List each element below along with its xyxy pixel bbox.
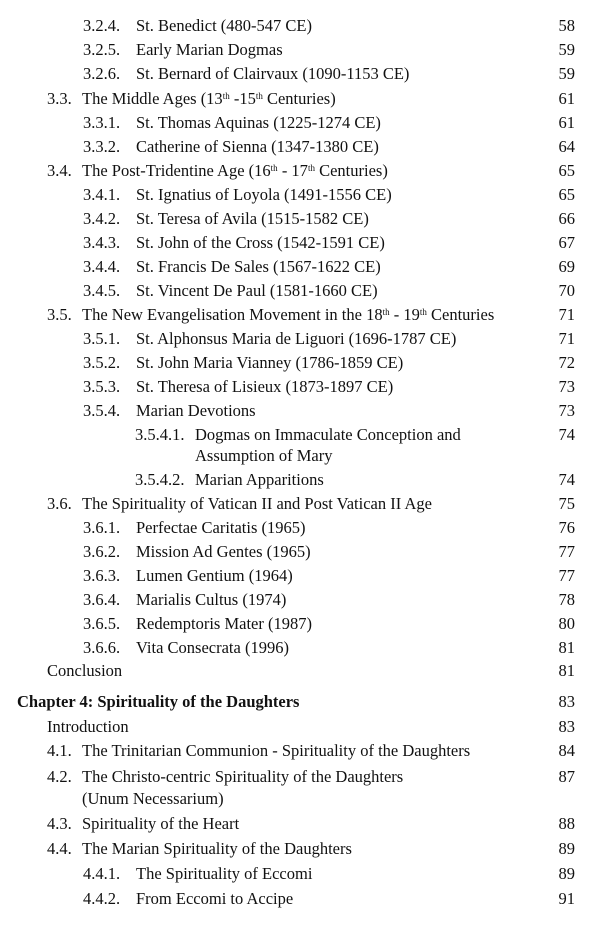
- entry-number: 3.4.3.: [83, 233, 121, 252]
- entry-page: 72: [558, 353, 575, 372]
- entry-title: The New Evangelisation Movement in the 18th - 19th Centuries: [82, 305, 495, 324]
- entry-page: 75: [558, 494, 575, 513]
- entry-number: 3.2.4.: [83, 16, 121, 35]
- entry-page: 83: [558, 717, 575, 736]
- entry-number: 4.4.1.: [83, 864, 121, 883]
- entry-number: 3.5.3.: [83, 377, 121, 396]
- entry-page: 74: [558, 425, 575, 444]
- entry-number: 3.6.1.: [83, 518, 121, 537]
- entry-page: 71: [558, 329, 575, 348]
- entry-title: Spirituality of the Heart: [82, 814, 240, 833]
- entry-title: St. John of the Cross (1542-1591 CE): [136, 233, 385, 252]
- entry-number: 3.2.5.: [83, 40, 121, 59]
- entry-title: Marialis Cultus (1974): [136, 590, 287, 609]
- entry-title: St. Alphonsus Maria de Liguori (1696-1787 CE): [136, 329, 457, 348]
- toc-entry: [135, 425, 575, 469]
- entry-page: 91: [558, 889, 575, 908]
- entry-title-continued: Assumption of Mary: [195, 446, 333, 465]
- entry-title: The Middle Ages (13th -15th Centuries): [82, 89, 336, 108]
- entry-number: 3.6.6.: [83, 638, 121, 657]
- entry-number: 3.5.4.1.: [135, 425, 185, 444]
- entry-title: Vita Consecrata (1996): [136, 638, 289, 657]
- entry-page: 74: [558, 470, 575, 489]
- entry-number: 3.5.: [47, 305, 72, 324]
- entry-number: 4.1.: [47, 741, 72, 760]
- entry-page: 61: [558, 113, 575, 132]
- entry-title: Perfectae Caritatis (1965): [136, 518, 306, 537]
- entry-page: 81: [558, 661, 575, 680]
- entry-title: Marian Apparitions: [195, 470, 324, 489]
- entry-title: Lumen Gentium (1964): [136, 566, 293, 585]
- entry-title: The Marian Spirituality of the Daughters: [82, 839, 352, 858]
- entry-number: 3.4.: [47, 161, 72, 180]
- entry-page: 65: [558, 185, 575, 204]
- entry-page: 66: [558, 209, 575, 228]
- entry-title: St. Vincent De Paul (1581-1660 CE): [136, 281, 378, 300]
- entry-page: 73: [558, 401, 575, 420]
- entry-title: The Spirituality of Eccomi: [136, 864, 313, 883]
- entry-page: 77: [558, 566, 575, 585]
- entry-title: Mission Ad Gentes (1965): [136, 542, 311, 561]
- entry-title: St. Francis De Sales (1567-1622 CE): [136, 257, 381, 276]
- entry-title-continued: (Unum Necessarium): [82, 789, 224, 808]
- chapter-title: Chapter 4: Spirituality of the Daughters: [17, 692, 300, 711]
- entry-title: Introduction: [47, 717, 129, 736]
- entry-page: 87: [558, 767, 575, 786]
- entry-title: Catherine of Sienna (1347-1380 CE): [136, 137, 379, 156]
- entry-page: 88: [558, 814, 575, 833]
- entry-number: 3.5.2.: [83, 353, 121, 372]
- entry-title: Dogmas on Immaculate Conception and: [195, 425, 461, 444]
- entry-number: 3.6.4.: [83, 590, 121, 609]
- entry-page: 67: [558, 233, 575, 252]
- toc-entry: [47, 767, 575, 811]
- entry-title: St. Benedict (480-547 CE): [136, 16, 312, 35]
- entry-number: 3.5.4.: [83, 401, 121, 420]
- entry-page: 76: [558, 518, 575, 537]
- entry-title: The Trinitarian Communion - Spirituality of the Daughters: [82, 741, 471, 760]
- entry-title: The Spirituality of Vatican II and Post Vatican II Age: [82, 494, 432, 513]
- entry-number: 3.4.4.: [83, 257, 121, 276]
- entry-page: 89: [558, 864, 575, 883]
- entry-title: St. John Maria Vianney (1786-1859 CE): [136, 353, 404, 372]
- entry-number: 3.3.2.: [83, 137, 121, 156]
- entry-page: 70: [558, 281, 575, 300]
- entry-title: The Christo-centric Spirituality of the Daughters: [82, 767, 404, 786]
- entry-number: 3.6.: [47, 494, 72, 513]
- entry-number: 3.6.3.: [83, 566, 121, 585]
- entry-title: St. Bernard of Clairvaux (1090-1153 CE): [136, 64, 410, 83]
- entry-title: St. Thomas Aquinas (1225-1274 CE): [136, 113, 381, 132]
- entry-page: 89: [558, 839, 575, 858]
- entry-number: 4.4.2.: [83, 889, 121, 908]
- entry-number: 3.3.: [47, 89, 72, 108]
- entry-number: 3.6.5.: [83, 614, 121, 633]
- entry-title: From Eccomi to Accipe: [136, 889, 294, 908]
- entry-number: 4.2.: [47, 767, 72, 786]
- entry-page: 71: [558, 305, 575, 324]
- entry-number: 4.3.: [47, 814, 72, 833]
- entry-page: 78: [558, 590, 575, 609]
- entry-number: 3.4.2.: [83, 209, 121, 228]
- entry-title: Redemptoris Mater (1987): [136, 614, 312, 633]
- entry-page: 84: [558, 741, 575, 760]
- entry-number: 3.3.1.: [83, 113, 121, 132]
- entry-title: St. Teresa of Avila (1515-1582 CE): [136, 209, 369, 228]
- entry-page: 58: [558, 16, 575, 35]
- entry-title: St. Ignatius of Loyola (1491-1556 CE): [136, 185, 392, 204]
- entry-number: 3.5.1.: [83, 329, 121, 348]
- entry-number: 3.4.5.: [83, 281, 121, 300]
- entry-page: 59: [558, 40, 575, 59]
- entry-page: 61: [558, 89, 575, 108]
- entry-page: 81: [558, 638, 575, 657]
- entry-number: 4.4.: [47, 839, 72, 858]
- entry-page: 65: [558, 161, 575, 180]
- entry-title: St. Theresa of Lisieux (1873-1897 CE): [136, 377, 394, 396]
- entry-page: 77: [558, 542, 575, 561]
- entry-title: The Post-Tridentine Age (16th - 17th Centuries): [82, 161, 388, 180]
- entry-title: Early Marian Dogmas: [136, 40, 283, 59]
- entry-page: 59: [558, 64, 575, 83]
- entry-number: 3.6.2.: [83, 542, 121, 561]
- entry-number: 3.2.6.: [83, 64, 121, 83]
- entry-page: 83: [558, 692, 575, 711]
- entry-page: 80: [558, 614, 575, 633]
- entry-page: 64: [558, 137, 575, 156]
- entry-page: 69: [558, 257, 575, 276]
- entry-number: 3.5.4.2.: [135, 470, 185, 489]
- entry-page: 73: [558, 377, 575, 396]
- entry-number: 3.4.1.: [83, 185, 121, 204]
- entry-title: Marian Devotions: [136, 401, 256, 420]
- entry-title: Conclusion: [47, 661, 123, 680]
